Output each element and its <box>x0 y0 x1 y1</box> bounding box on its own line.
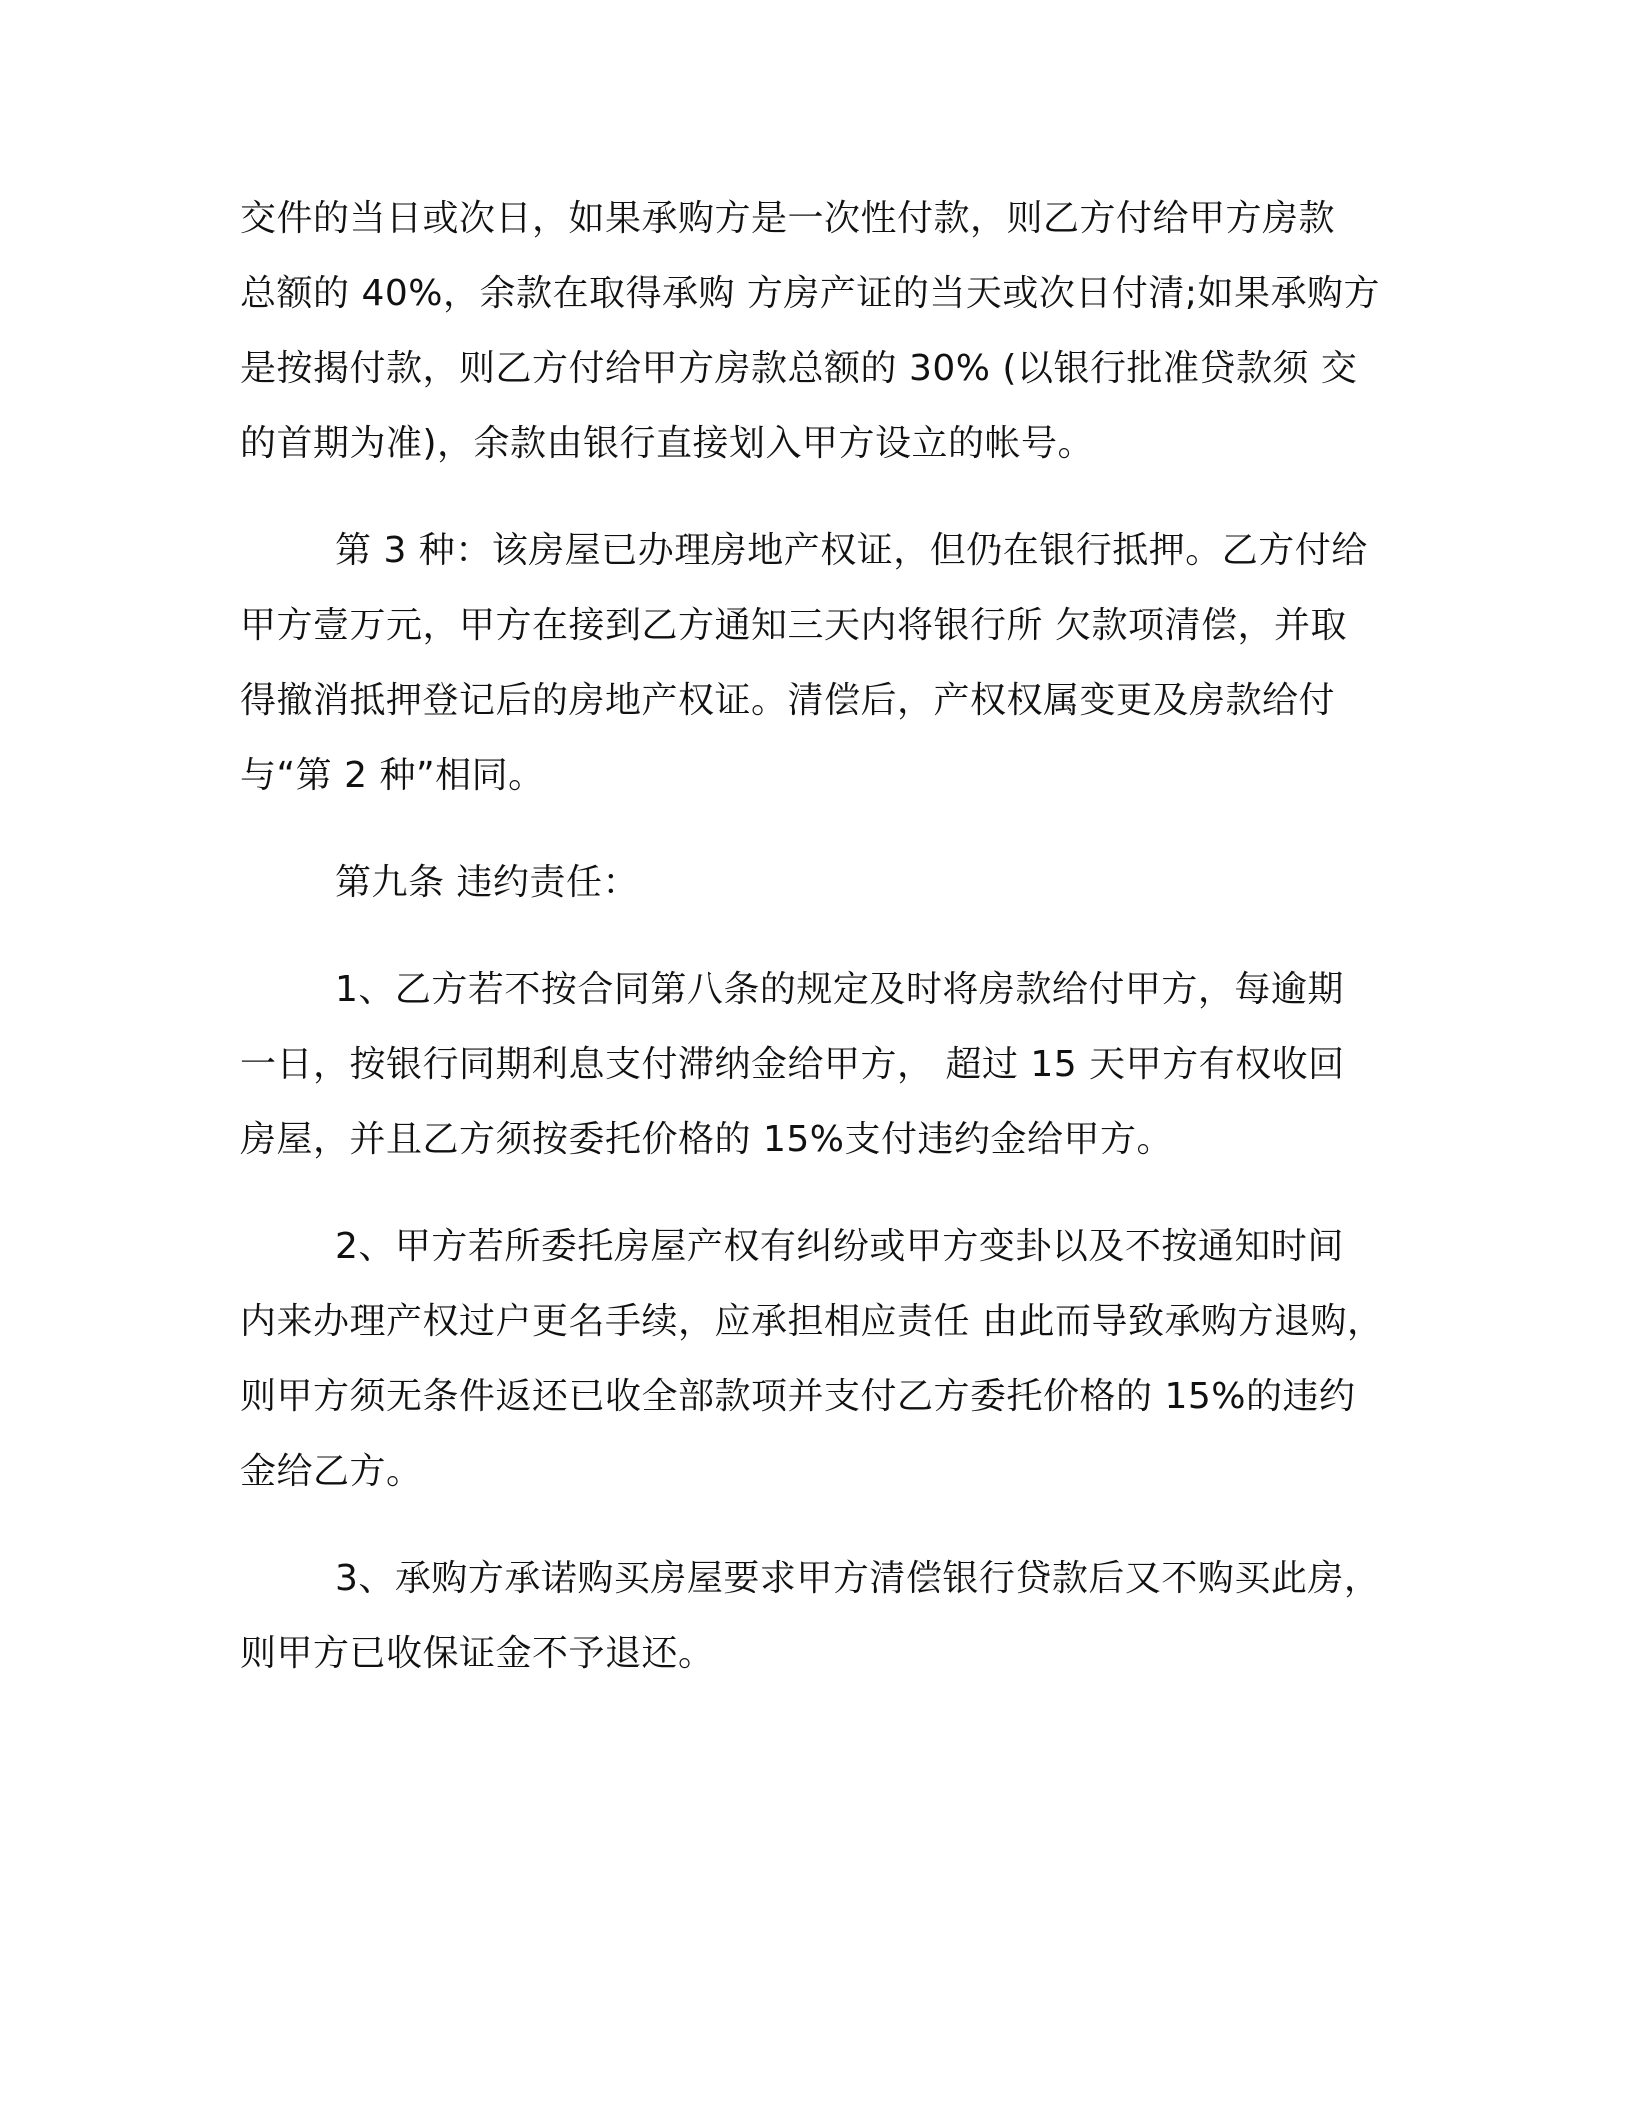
text-line: 交件的当日或次日，如果承购方是一次性付款，则乙方付给甲方房款 <box>240 198 1336 239</box>
text-line: 得撤消抵押登记后的房地产权证。清偿后，产权权属变更及房款给付 <box>240 680 1336 721</box>
text-line: 2、甲方若所委托房屋产权有纠纷或甲方变卦以及不按通知时间 <box>335 1226 1344 1267</box>
text-line: 内来办理产权过户更名手续，应承担相应责任 由此而导致承购方退购， <box>240 1301 1384 1342</box>
text-line: 总额的 40%，余款在取得承购 方房产证的当天或次日付清;如果承购方 <box>240 273 1381 314</box>
text-line: 甲方壹万元，甲方在接到乙方通知三天内将银行所 欠款项清偿，并取 <box>240 605 1347 646</box>
section-heading: 第九条 违约责任： <box>335 862 639 903</box>
text-line: 是按揭付款，则乙方付给甲方房款总额的 30% (以银行批准贷款须 交 <box>240 348 1358 389</box>
text-line: 金给乙方。 <box>240 1451 423 1492</box>
text-line: 一日，按银行同期利息支付滞纳金给甲方， 超过 15 天甲方有权收回 <box>240 1044 1345 1085</box>
text-line: 1、乙方若不按合同第八条的规定及时将房款给付甲方，每逾期 <box>335 969 1344 1010</box>
text-line: 3、承购方承诺购买房屋要求甲方清偿银行贷款后又不购买此房， <box>335 1558 1381 1599</box>
text-line: 的首期为准)，余款由银行直接划入甲方设立的帐号。 <box>240 423 1095 464</box>
text-line: 则甲方已收保证金不予退还。 <box>240 1633 715 1674</box>
text-line: 则甲方须无条件返还已收全部款项并支付乙方委托价格的 15%的违约 <box>240 1376 1356 1417</box>
text-line: 与“第 2 种”相同。 <box>240 755 545 796</box>
text-line: 第 3 种：该房屋已办理房地产权证，但仍在银行抵押。乙方付给 <box>335 530 1368 571</box>
text-line: 房屋，并且乙方须按委托价格的 15%支付违约金给甲方。 <box>240 1119 1173 1160</box>
